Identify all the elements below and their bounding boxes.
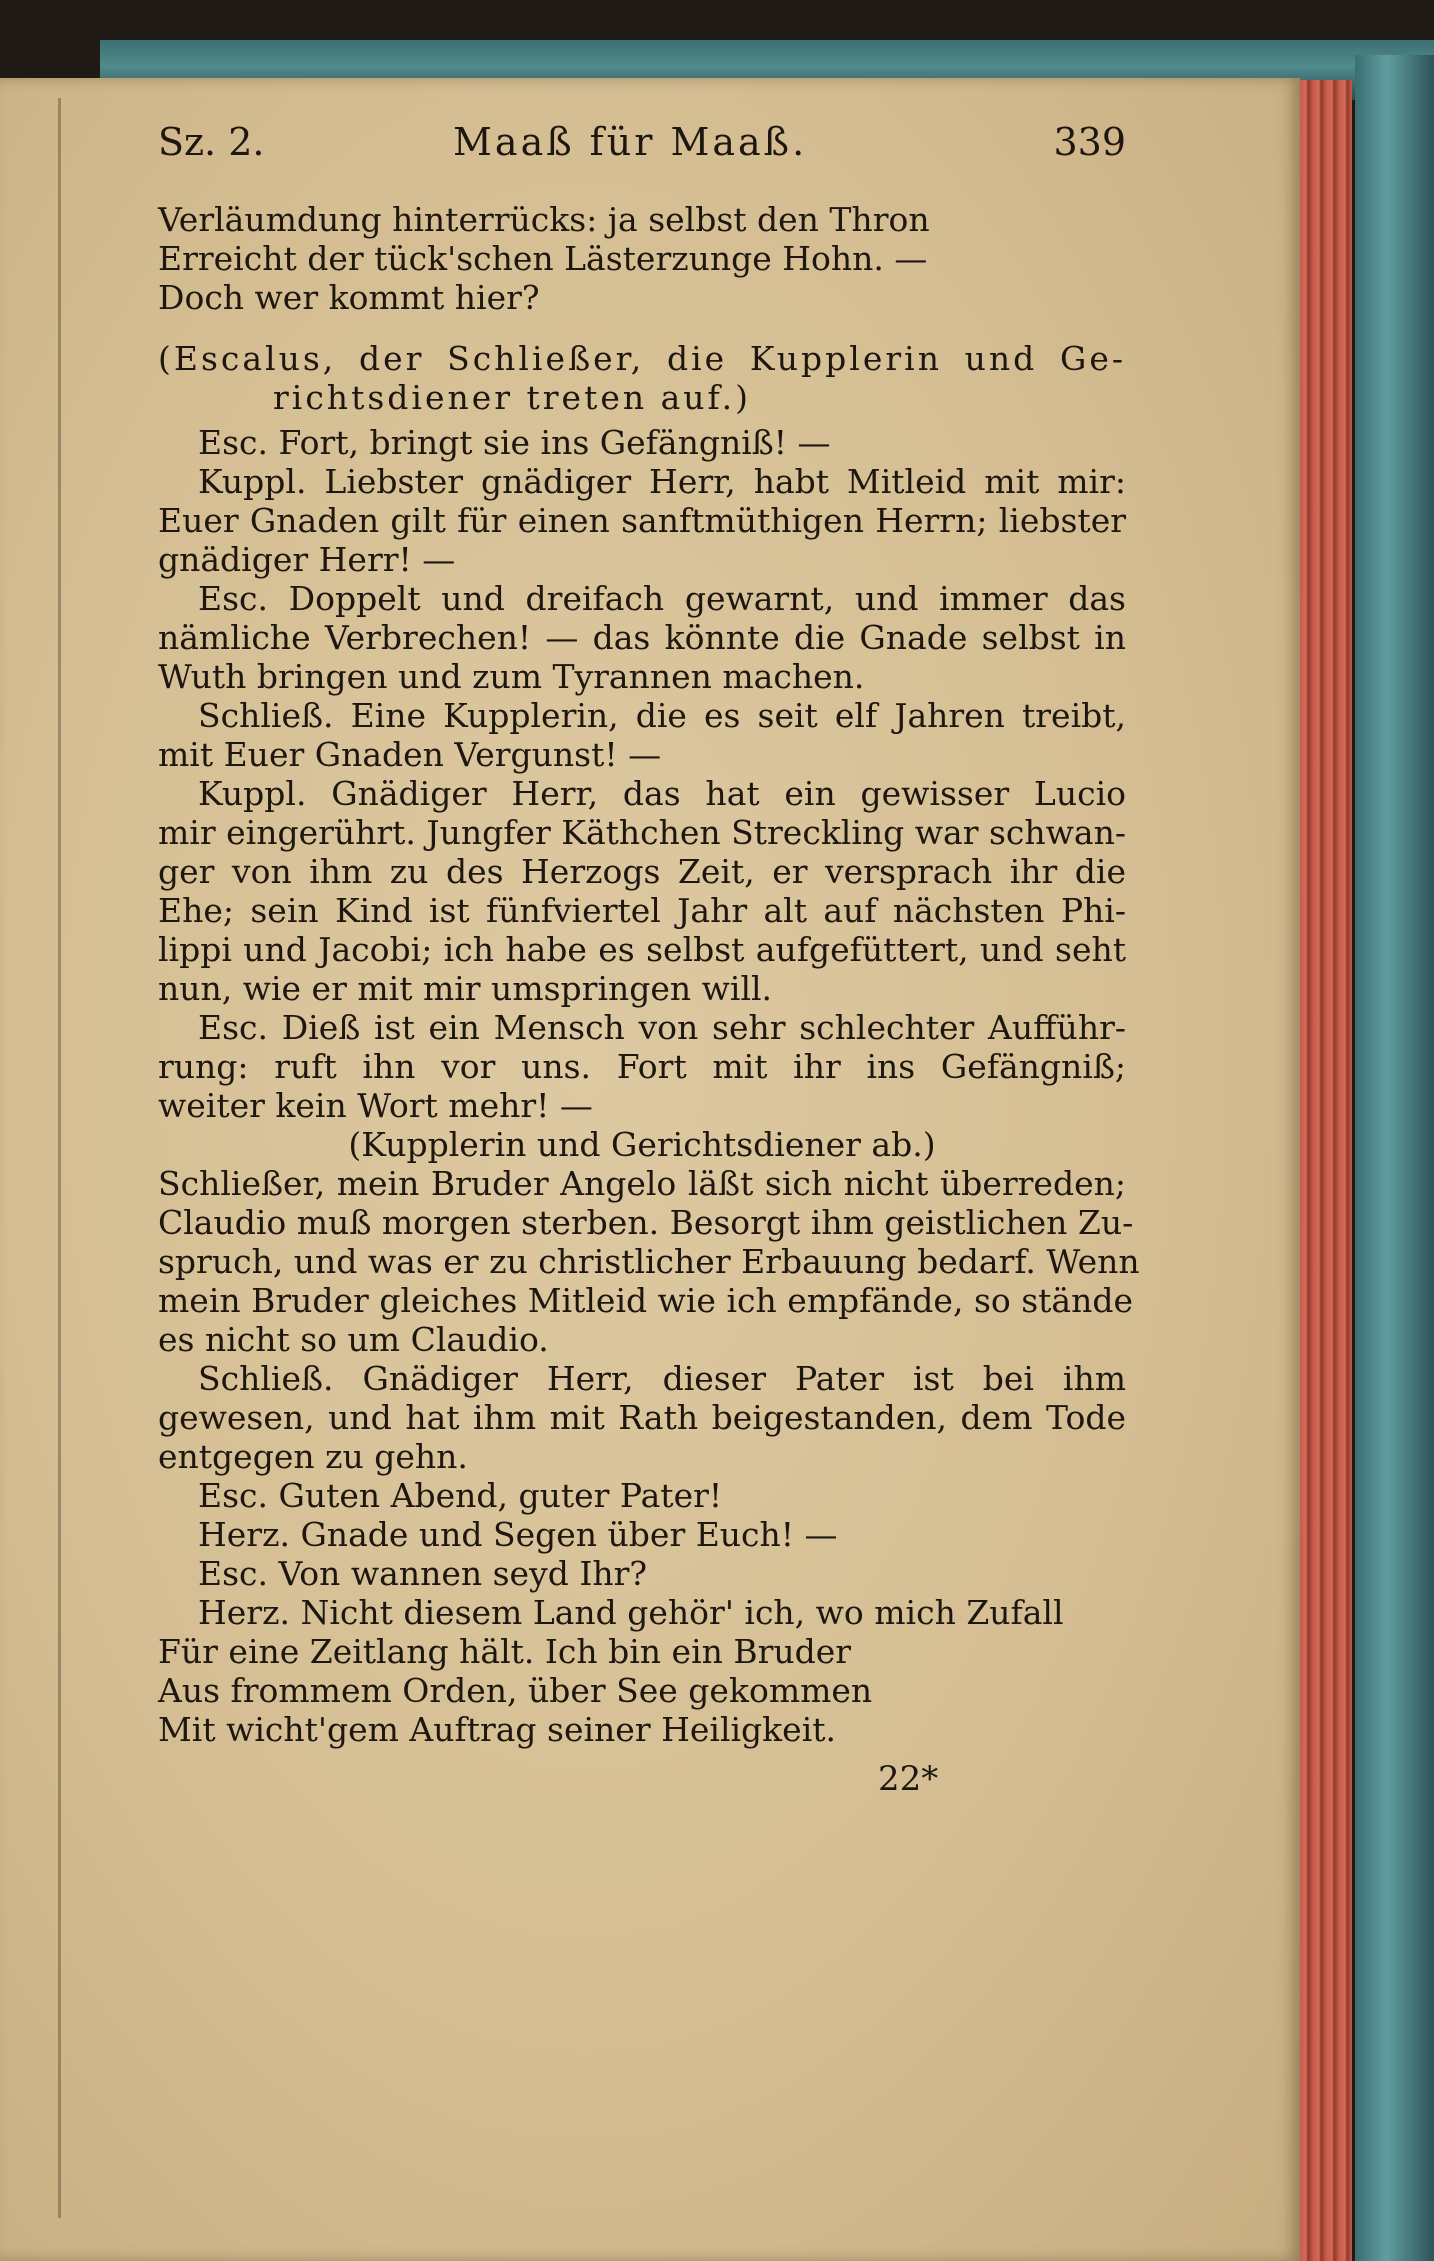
- dialogue-line: Schließ. Gnädiger Herr, dieser Pater ist bei ihm: [198, 1359, 1126, 1398]
- dialogue-line: Schließ. Eine Kupplerin, die es seit elf Jahren treibt,: [198, 696, 1126, 735]
- text-line: Euer Gnaden gilt für einen sanftmüthigen Herrn; liebster: [158, 501, 1126, 540]
- dialogue-line: Esc. Von wannen seyd Ihr?: [198, 1554, 648, 1593]
- text-line: Wuth bringen und zum Tyrannen machen.: [158, 657, 865, 696]
- stage-direction: richtsdiener treten auf.): [273, 378, 751, 417]
- text-line: Schließer, mein Bruder Angelo läßt sich nicht überreden;: [158, 1164, 1126, 1203]
- text-line: weiter kein Wort mehr! —: [158, 1086, 593, 1125]
- running-title: Maaß für Maaß.: [453, 120, 808, 164]
- text-line: nun, wie er mit mir umspringen will.: [158, 969, 773, 1008]
- page-number: 339: [1053, 120, 1126, 164]
- dialogue-line: Kuppl. Gnädiger Herr, das hat ein gewisser Lucio: [198, 774, 1126, 813]
- text-line: mein Bruder gleiches Mitleid wie ich empfände, so stände: [158, 1281, 1134, 1320]
- text-line: entgegen zu gehn.: [158, 1437, 468, 1476]
- book-cover-edge: [1355, 55, 1434, 2261]
- signature-mark: 22*: [878, 1759, 939, 1799]
- stage-direction: (Escalus, der Schließer, die Kupplerin und Ge-: [158, 339, 1126, 378]
- text-line: lippi und Jacobi; ich habe es selbst aufgefüttert, und seht: [158, 930, 1126, 969]
- text-line: gnädiger Herr! —: [158, 540, 456, 579]
- dialogue-line: Esc. Guten Abend, guter Pater!: [198, 1476, 723, 1515]
- text-line: nämliche Verbrechen! — das könnte die Gnade selbst in: [158, 618, 1126, 657]
- running-header: [158, 120, 1126, 200]
- text-line: Erreicht der tück'schen Lästerzunge Hohn. —: [158, 239, 928, 278]
- verse-line: Mit wicht'gem Auftrag seiner Heiligkeit.: [158, 1710, 837, 1749]
- text-line: Doch wer kommt hier?: [158, 278, 540, 317]
- text-line: spruch, und was er zu christlicher Erbauung bedarf. Wenn: [158, 1242, 1140, 1281]
- dialogue-line: Esc. Dieß ist ein Mensch von sehr schlechter Aufführ-: [198, 1008, 1126, 1047]
- text-line: rung: ruft ihn vor uns. Fort mit ihr ins Gefängniß;: [158, 1047, 1126, 1086]
- verse-line: Für eine Zeitlang hält. Ich bin ein Bruder: [158, 1632, 852, 1671]
- text-line: es nicht so um Claudio.: [158, 1320, 549, 1359]
- page-text: [158, 120, 1140, 1801]
- text-line: mit Euer Gnaden Vergunst! —: [158, 735, 662, 774]
- dialogue-line: Herz. Gnade und Segen über Euch! —: [198, 1515, 838, 1554]
- verse-line: Aus frommem Orden, über See gekommen: [158, 1671, 873, 1710]
- page-edges-red: [1300, 80, 1352, 2261]
- text-line: gewesen, und hat ihm mit Rath beigestanden, dem Tode: [158, 1398, 1126, 1437]
- scene-label: Sz. 2.: [158, 120, 265, 164]
- gutter-line: [58, 98, 61, 2218]
- text-line: Ehe; sein Kind ist fünfviertel Jahr alt auf nächsten Phi-: [158, 891, 1126, 930]
- text-line: ger von ihm zu des Herzogs Zeit, er versprach ihr die: [158, 852, 1126, 891]
- dialogue-line: Kuppl. Liebster gnädiger Herr, habt Mitleid mit mir:: [198, 462, 1126, 501]
- text-line: Claudio muß morgen sterben. Besorgt ihm geistlichen Zu-: [158, 1203, 1134, 1242]
- dialogue-line: Esc. Fort, bringt sie ins Gefängniß! —: [198, 423, 831, 462]
- dialogue-line: Esc. Doppelt und dreifach gewarnt, und immer das: [198, 579, 1126, 618]
- text-line: Verläumdung hinterrücks: ja selbst den Thron: [158, 200, 930, 239]
- stage-direction: (Kupplerin und Gerichtsdiener ab.): [348, 1125, 936, 1164]
- verse-line: Herz. Nicht diesem Land gehör' ich, wo mich Zufall: [198, 1593, 1064, 1632]
- text-line: mir eingerührt. Jungfer Käthchen Streckling war schwan-: [158, 813, 1126, 852]
